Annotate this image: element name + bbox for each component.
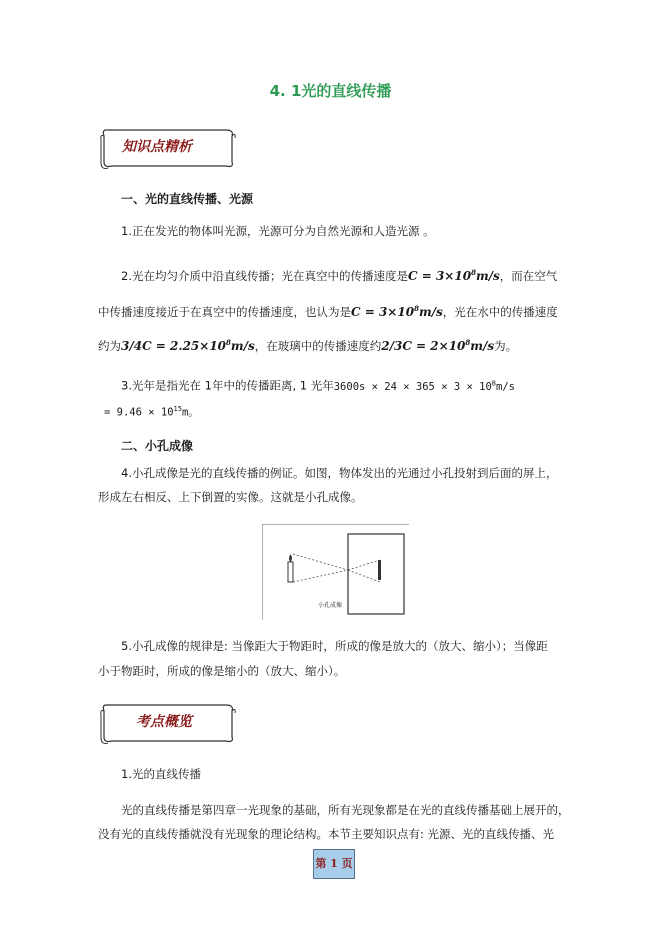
paragraph-1: 1.正在发光的物体叫光源，光源可分为自然光源和人造光源 。 [121, 224, 435, 238]
paragraph-5-line-1: 5.小孔成像的规律是: 当像距大于物距时，所成的像是放大的（放大、缩小）；当像距 [121, 639, 548, 653]
paragraph-2-line-1 [121, 266, 557, 283]
light-year-calc: $3600s \times 24 \times 365 \times 3 \times 10^8m/s$ [333, 379, 515, 393]
section-banner-analysis [98, 124, 236, 170]
figure-caption: 小孔成像 [318, 602, 343, 609]
paragraph-overview-line-1: 光的直线传播是第四章一光现象的基础，所有光现象都是在光的直线传播基础上展开的， [121, 803, 570, 817]
text: 为。 [494, 339, 518, 353]
pinhole-figure [262, 524, 409, 620]
text: ，而在空气 [499, 269, 558, 283]
paragraph-3-line-2: = $9.46 \times 10^{15}m$。 [104, 405, 199, 419]
text: ，在玻璃中的传播速度约 [254, 339, 382, 353]
paragraph-4-line-1: 4.小孔成像是光的直线传播的例证。如图，物体发出的光通过小孔投射到后面的屏上， [121, 466, 558, 480]
text: 2.光在均匀介质中沿直线传播；光在真空中的传播速度是 [121, 269, 408, 283]
water-speed-formula: $3/4C = 2.25\times 10^8m/s$ [121, 338, 255, 353]
paragraph-3-line-1 [121, 377, 515, 394]
text: 中传播速度接近于在真空中的传播速度，也认为是 [98, 305, 351, 319]
paragraph-2-line-2 [98, 302, 558, 319]
text: ，光在水中的传播速度 [442, 305, 558, 319]
candle-icon [288, 562, 293, 582]
page-number-badge: 第 1 页 [313, 849, 355, 879]
banner-label-analysis: 知识点精析 [122, 139, 192, 155]
speed-formula: $C = 3\times 10^8m/s$ [407, 268, 500, 283]
paragraph-4-line-2: 形成左右相反、上下倒置的实像。这就是小孔成像。 [98, 490, 363, 504]
item-1: 1.光的直线传播 [121, 767, 201, 781]
flame-icon [289, 554, 292, 562]
section-banner-overview [98, 699, 236, 745]
paragraph-2-line-3 [98, 336, 517, 353]
text: 3.光年是指光在 1年中的传播距离, 1 光年 [121, 378, 334, 393]
page-title: 4. 1光的直线传播 [269, 82, 392, 100]
paragraph-5-line-2: 小于物距时，所成的像是缩小的（放大、缩小）。 [98, 664, 346, 678]
glass-speed-formula: $2/3C = 2\times 10^8m/s$ [381, 338, 495, 353]
banner-label-overview: 考点概览 [136, 714, 192, 730]
text: 约为 [98, 339, 121, 353]
section-heading-light-source: 一、光的直线传播、光源 [121, 192, 254, 206]
paragraph-overview-line-2: 没有光的直线传播就没有光现象的理论结构。本节主要知识点有: 光源、光的直线传播、光 [98, 827, 555, 841]
speed-formula: $C = 3\times 10^8m/s$ [351, 304, 443, 319]
section-heading-pinhole: 二、小孔成像 [121, 439, 194, 453]
